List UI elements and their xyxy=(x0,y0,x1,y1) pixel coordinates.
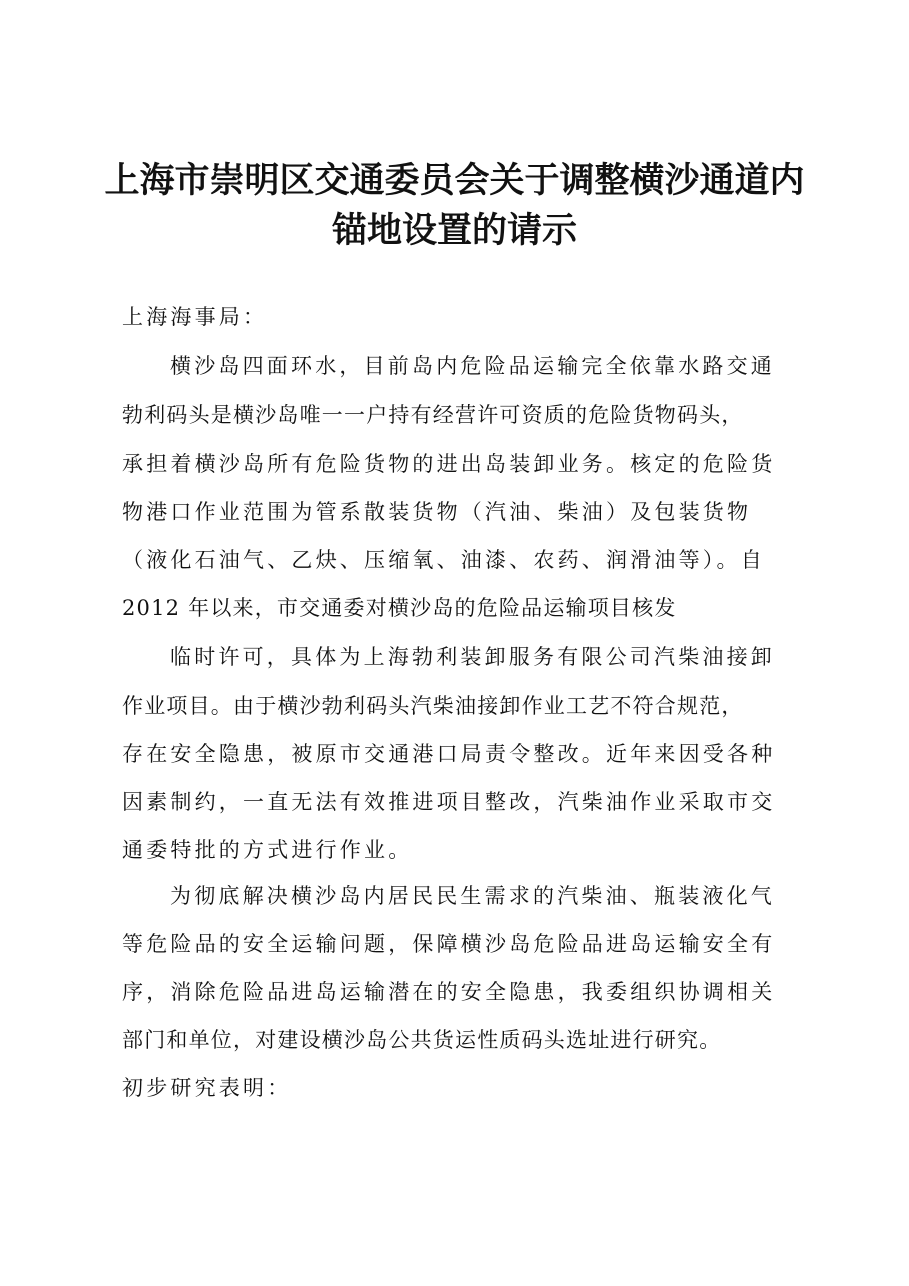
paragraph-2-line-2: 作业项目。由于横沙勃利码头汽柴油接卸作业工艺不符合规范， xyxy=(122,694,744,718)
paragraph-1-line-3: 承担着横沙岛所有危险货物的进出岛装卸业务。核定的危险货 xyxy=(122,452,776,476)
paragraph-2-line-1: 临时许可，具体为上海勃利装卸服务有限公司汽柴油接卸 xyxy=(170,645,775,669)
paragraph-1-line-1: 横沙岛四面环水，目前岛内危险品运输完全依靠水路交通 xyxy=(170,354,775,378)
paragraph-2-line-5: 通委特批的方式进行作业。 xyxy=(122,838,413,862)
paragraph-3-line-3: 序，消除危险品进岛运输潜在的安全隐患，我委组织协调相关 xyxy=(122,980,776,1004)
document-title-line-2: 锚地设置的请示 xyxy=(331,210,577,251)
paragraph-1-line-5: （液化石油气、乙炔、压缩氧、油漆、农药、润滑油等）。自 xyxy=(122,548,765,572)
paragraph-3-line-2: 等危险品的安全运输问题，保障横沙岛危险品进岛运输安全有 xyxy=(122,932,776,956)
paragraph-1-line-2: 勃利码头是横沙岛唯一一户持有经营许可资质的危险货物码头， xyxy=(122,403,744,427)
paragraph-3-line-5: 初步研究表明： xyxy=(122,1076,292,1100)
paragraph-2-line-4: 因素制约，一直无法有效推进项目整改，汽柴油作业采取市交 xyxy=(122,790,776,814)
paragraph-3-line-1: 为彻底解决横沙岛内居民民生需求的汽柴油、瓶装液化气 xyxy=(170,884,775,908)
paragraph-1-line-4: 物港口作业范围为管系散装货物（汽油、柴油）及包装货物 xyxy=(122,500,752,524)
document-title-line-1: 上海市崇明区交通委员会关于调整横沙通道内 xyxy=(104,160,805,201)
salutation: 上海海事局： xyxy=(122,305,268,329)
paragraph-3-line-4: 部门和单位，对建设横沙岛公共货运性质码头选址进行研究。 xyxy=(122,1028,722,1052)
paragraph-1-line-6: 2012 年以来，市交通委对横沙岛的危险品运输项目核发 xyxy=(122,596,677,620)
paragraph-2-line-3: 存在安全隐患，被原市交通港口局责令整改。近年来因受各种 xyxy=(122,742,776,766)
